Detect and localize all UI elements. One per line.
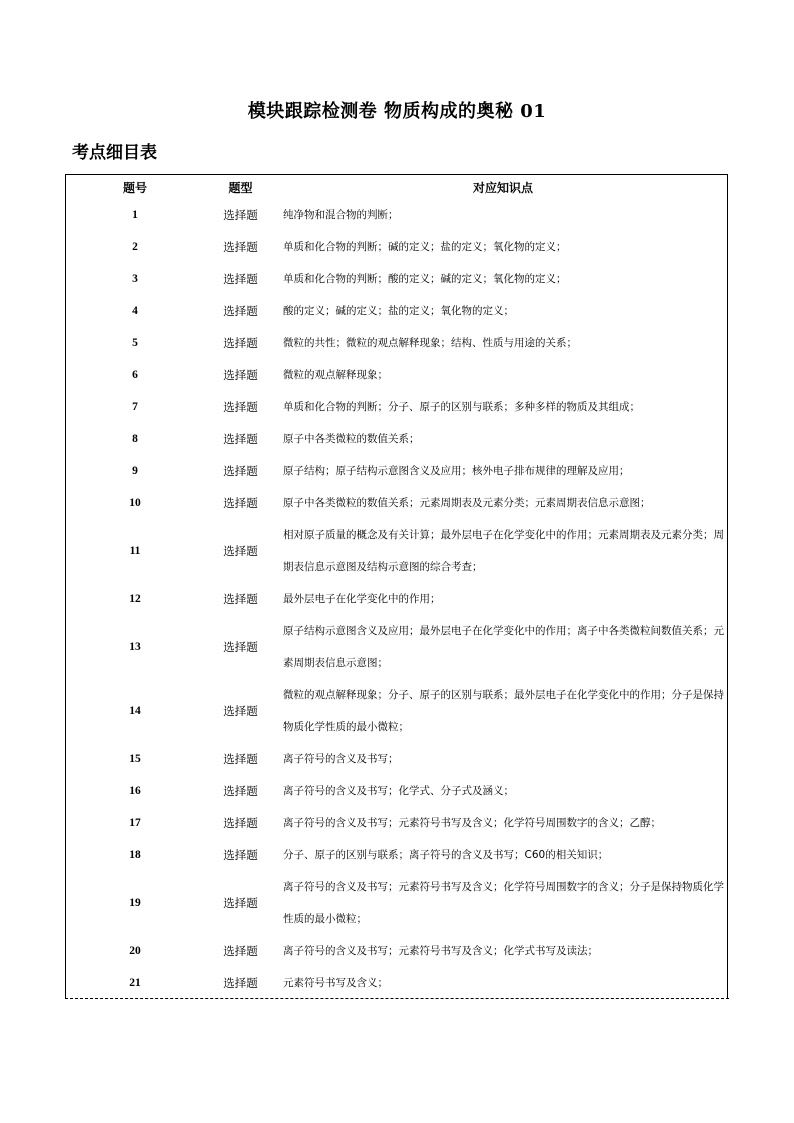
question-type: 选择题 <box>223 208 258 222</box>
table-row <box>66 487 729 519</box>
knowledge-table-frame <box>65 174 728 998</box>
question-type: 选择题 <box>223 464 258 478</box>
question-number: 12 <box>129 593 141 605</box>
question-type: 选择题 <box>223 816 258 830</box>
question-number: 9 <box>132 465 138 477</box>
question-number: 1 <box>132 209 138 221</box>
table-row <box>66 455 729 487</box>
question-number: 17 <box>129 817 141 829</box>
knowledge-points: 离子符号的含义及书写；元素符号书写及含义；化学式书写及读法； <box>283 945 598 957</box>
table-row <box>66 199 729 231</box>
knowledge-points: 微粒的观点解释现象； <box>283 369 388 381</box>
question-type: 选择题 <box>223 640 258 654</box>
table-row <box>66 935 729 967</box>
question-number: 8 <box>132 433 138 445</box>
question-number: 5 <box>132 337 138 349</box>
question-number: 18 <box>129 849 141 861</box>
knowledge-points: 原子中各类微粒的数值关系； <box>283 433 420 445</box>
knowledge-points: 分子、原子的区别与联系；离子符号的含义及书写；C60的相关知识； <box>283 849 609 861</box>
question-type: 选择题 <box>223 368 258 382</box>
table-row <box>66 967 729 999</box>
question-number: 2 <box>132 241 138 253</box>
question-number: 16 <box>129 785 141 797</box>
knowledge-points: 离子符号的含义及书写；元素符号书写及含义；化学符号周围数字的含义；分子是保持物质化学性质的最小微粒； <box>283 881 724 925</box>
question-number: 13 <box>129 641 141 653</box>
knowledge-points: 纯净物和混合物的判断； <box>283 209 399 221</box>
question-type: 选择题 <box>223 272 258 286</box>
table-row <box>66 679 729 743</box>
knowledge-points: 离子符号的含义及书写；元素符号书写及含义；化学符号周围数字的含义；乙醇； <box>283 817 661 829</box>
header-type: 题型 <box>228 180 253 195</box>
table-row <box>66 295 729 327</box>
knowledge-points: 单质和化合物的判断；碱的定义；盐的定义；氧化物的定义； <box>283 241 567 253</box>
table-row <box>66 807 729 839</box>
question-type: 选择题 <box>223 336 258 350</box>
question-number: 6 <box>132 369 138 381</box>
table-row <box>66 263 729 295</box>
question-type: 选择题 <box>223 976 258 990</box>
table-row <box>66 871 729 935</box>
question-type: 选择题 <box>223 944 258 958</box>
knowledge-points: 微粒的观点解释现象；分子、原子的区别与联系；最外层电子在化学变化中的作用；分子是保持物质化学性质的最小微粒； <box>283 689 724 733</box>
table-row <box>66 775 729 807</box>
question-number: 21 <box>129 977 141 989</box>
question-number: 11 <box>129 545 141 557</box>
question-type: 选择题 <box>223 592 258 606</box>
question-type: 选择题 <box>223 784 258 798</box>
knowledge-points: 原子结构示意图含义及应用；最外层电子在化学变化中的作用；离子中各类微粒间数值关系；元素周期表信息示意图； <box>283 625 724 669</box>
knowledge-points: 原子结构；原子结构示意图含义及应用；核外电子排布规律的理解及应用； <box>283 465 630 477</box>
question-type: 选择题 <box>223 240 258 254</box>
table-row <box>66 615 729 679</box>
table-row <box>66 743 729 775</box>
knowledge-points: 单质和化合物的判断；分子、原子的区别与联系；多种多样的物质及其组成； <box>283 401 640 413</box>
question-number: 3 <box>132 273 138 285</box>
table-row <box>66 231 729 263</box>
table-row <box>66 391 729 423</box>
table-row <box>66 327 729 359</box>
table-row <box>66 839 729 871</box>
question-type: 选择题 <box>223 704 258 718</box>
question-number: 4 <box>132 305 138 317</box>
question-type: 选择题 <box>223 896 258 910</box>
table-row <box>66 583 729 615</box>
document-title: 模块跟踪检测卷 物质构成的奥秘 01 <box>247 101 547 122</box>
knowledge-points: 离子符号的含义及书写； <box>283 753 399 765</box>
knowledge-points: 单质和化合物的判断；酸的定义；碱的定义；氧化物的定义； <box>283 273 567 285</box>
table-header-row <box>66 175 729 199</box>
knowledge-points: 原子中各类微粒的数值关系；元素周期表及元素分类；元素周期表信息示意图； <box>283 497 651 509</box>
question-type: 选择题 <box>223 848 258 862</box>
question-type: 选择题 <box>223 752 258 766</box>
question-number: 10 <box>129 497 141 509</box>
knowledge-points: 微粒的共性；微粒的观点解释现象；结构、性质与用途的关系； <box>283 337 577 349</box>
knowledge-table <box>66 175 729 999</box>
question-number: 7 <box>132 401 138 413</box>
table-row <box>66 423 729 455</box>
question-number: 20 <box>129 945 141 957</box>
question-type: 选择题 <box>223 432 258 446</box>
knowledge-points: 离子符号的含义及书写；化学式、分子式及涵义； <box>283 785 514 797</box>
question-type: 选择题 <box>223 544 258 558</box>
header-knowledge: 对应知识点 <box>472 180 533 195</box>
question-type: 选择题 <box>223 304 258 318</box>
question-number: 19 <box>129 897 141 909</box>
table-bottom-dashed-border <box>65 998 729 999</box>
knowledge-points: 酸的定义；碱的定义；盐的定义；氧化物的定义； <box>283 305 514 317</box>
table-body <box>66 199 729 999</box>
knowledge-points: 最外层电子在化学变化中的作用； <box>283 593 441 605</box>
section-subtitle: 考点细目表 <box>72 143 157 163</box>
knowledge-points: 相对原子质量的概念及有关计算；最外层电子在化学变化中的作用；元素周期表及元素分类；周期表信息示意图及结构示意图的综合考查； <box>283 529 724 573</box>
question-number: 14 <box>129 705 141 717</box>
table-row <box>66 359 729 391</box>
knowledge-points: 元素符号书写及含义； <box>283 977 388 989</box>
question-number: 15 <box>129 753 141 765</box>
header-number: 题号 <box>122 180 147 195</box>
table-row <box>66 519 729 583</box>
question-type: 选择题 <box>223 400 258 414</box>
question-type: 选择题 <box>223 496 258 510</box>
